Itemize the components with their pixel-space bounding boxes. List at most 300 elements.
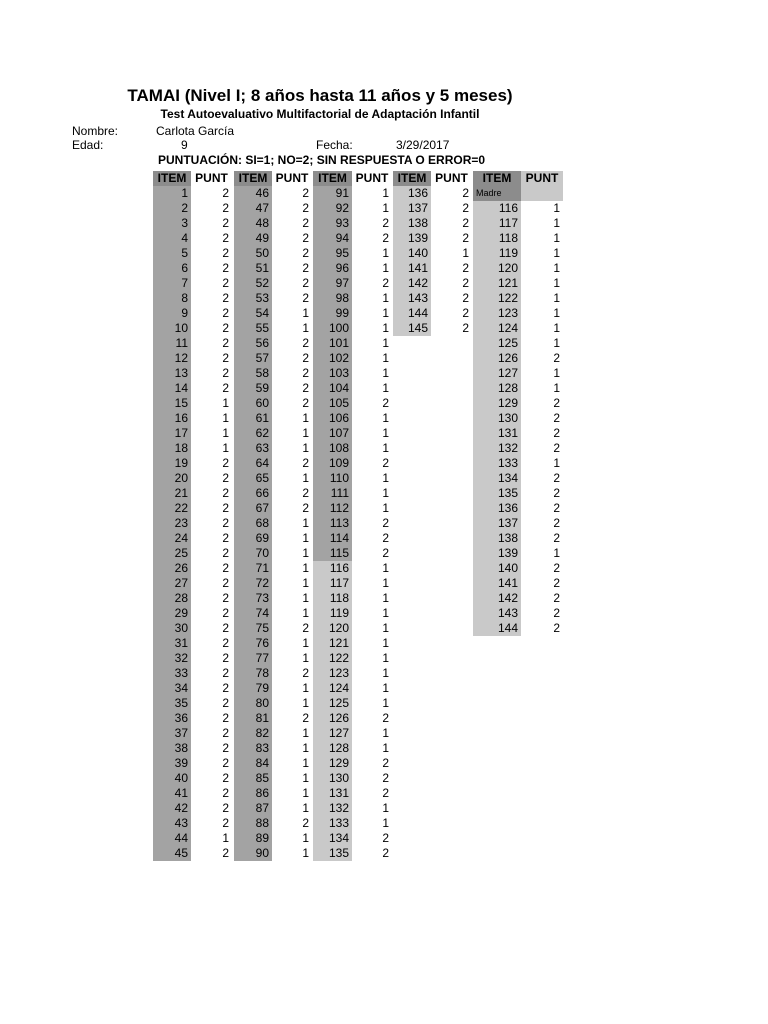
item-number: 98 — [313, 291, 352, 306]
item-number: 4 — [153, 231, 191, 246]
item-number: 144 — [393, 306, 431, 321]
item-number: 94 — [313, 231, 352, 246]
item-score[interactable]: 2 — [553, 426, 560, 440]
item-number: 127 — [473, 366, 521, 381]
item-score[interactable]: 1 — [302, 756, 309, 770]
item-score[interactable]: 1 — [302, 786, 309, 800]
item-score[interactable]: 2 — [222, 741, 229, 755]
item-score[interactable]: 2 — [462, 261, 469, 275]
item-number: 39 — [153, 756, 191, 771]
item-score[interactable]: 1 — [302, 561, 309, 575]
item-number: 53 — [234, 291, 272, 306]
item-score[interactable]: 1 — [382, 291, 389, 305]
item-score[interactable]: 1 — [382, 261, 389, 275]
item-score[interactable]: 2 — [302, 186, 309, 200]
item-score[interactable]: 1 — [302, 306, 309, 320]
item-score[interactable]: 1 — [382, 741, 389, 755]
item-score[interactable]: 2 — [222, 186, 229, 200]
item-score[interactable]: 1 — [382, 576, 389, 590]
item-score[interactable]: 1 — [302, 606, 309, 620]
item-score[interactable]: 2 — [553, 606, 560, 620]
item-number: 83 — [234, 741, 272, 756]
item-score[interactable]: 1 — [382, 201, 389, 215]
item-score[interactable]: 2 — [553, 576, 560, 590]
item-score[interactable]: 2 — [222, 291, 229, 305]
item-number: 10 — [153, 321, 191, 336]
item-score[interactable]: 1 — [382, 816, 389, 830]
name-label: Nombre: — [72, 124, 119, 138]
header-item-4: ITEM — [393, 171, 431, 186]
item-score[interactable]: 2 — [222, 786, 229, 800]
item-number: 58 — [234, 366, 272, 381]
item-number: 136 — [473, 501, 521, 516]
item-score[interactable]: 2 — [553, 561, 560, 575]
item-number: 92 — [313, 201, 352, 216]
item-number: 76 — [234, 636, 272, 651]
item-score[interactable]: 2 — [222, 561, 229, 575]
item-score[interactable]: 2 — [222, 681, 229, 695]
item-number: 55 — [234, 321, 272, 336]
item-score[interactable]: 2 — [222, 471, 229, 485]
item-number: 103 — [313, 366, 352, 381]
item-score[interactable]: 2 — [462, 186, 469, 200]
item-score[interactable]: 1 — [553, 291, 560, 305]
item-score[interactable]: 1 — [302, 516, 309, 530]
item-number: 24 — [153, 531, 191, 546]
item-number: 95 — [313, 246, 352, 261]
item-number: 18 — [153, 441, 191, 456]
item-number: 11 — [153, 336, 191, 351]
item-score[interactable]: 2 — [222, 321, 229, 335]
item-score[interactable]: 1 — [302, 681, 309, 695]
item-score[interactable]: 2 — [462, 231, 469, 245]
item-number: 32 — [153, 651, 191, 666]
item-score[interactable]: 2 — [222, 366, 229, 380]
item-score[interactable]: 1 — [302, 426, 309, 440]
item-number: 140 — [393, 246, 431, 261]
item-number: 127 — [313, 726, 352, 741]
item-score[interactable]: 2 — [302, 231, 309, 245]
item-score[interactable]: 2 — [382, 546, 389, 560]
item-number: 68 — [234, 516, 272, 531]
item-score[interactable]: 2 — [302, 396, 309, 410]
item-score[interactable]: 2 — [222, 816, 229, 830]
item-number: 121 — [473, 276, 521, 291]
item-score[interactable]: 1 — [382, 591, 389, 605]
item-score[interactable]: 1 — [382, 621, 389, 635]
item-score[interactable]: 1 — [553, 246, 560, 260]
item-score[interactable]: 1 — [222, 426, 229, 440]
item-score[interactable]: 1 — [382, 321, 389, 335]
item-number: 118 — [313, 591, 352, 606]
item-number: 106 — [313, 411, 352, 426]
header-item-3: ITEM — [313, 171, 352, 186]
item-score[interactable]: 1 — [553, 546, 560, 560]
item-score[interactable]: 2 — [222, 696, 229, 710]
item-score[interactable]: 2 — [382, 831, 389, 845]
item-number: 134 — [313, 831, 352, 846]
item-score[interactable]: 1 — [553, 231, 560, 245]
item-number: 30 — [153, 621, 191, 636]
item-number: 128 — [473, 381, 521, 396]
item-number: 7 — [153, 276, 191, 291]
madre-label: Madre — [473, 186, 521, 201]
item-number: 101 — [313, 336, 352, 351]
item-score[interactable]: 1 — [553, 336, 560, 350]
item-number: 69 — [234, 531, 272, 546]
item-score[interactable]: 2 — [553, 441, 560, 455]
item-number: 131 — [313, 786, 352, 801]
item-number: 141 — [473, 576, 521, 591]
item-score[interactable]: 1 — [382, 246, 389, 260]
item-score[interactable]: 1 — [382, 666, 389, 680]
item-number: 26 — [153, 561, 191, 576]
item-number: 108 — [313, 441, 352, 456]
item-score[interactable]: 1 — [553, 216, 560, 230]
item-number: 119 — [313, 606, 352, 621]
item-score[interactable]: 1 — [382, 606, 389, 620]
item-score[interactable]: 2 — [302, 486, 309, 500]
item-score[interactable]: 1 — [382, 801, 389, 815]
item-score[interactable]: 1 — [382, 636, 389, 650]
item-number: 9 — [153, 306, 191, 321]
item-score[interactable]: 1 — [302, 321, 309, 335]
item-number: 125 — [473, 336, 521, 351]
item-number: 130 — [473, 411, 521, 426]
item-number: 60 — [234, 396, 272, 411]
item-score[interactable]: 1 — [553, 261, 560, 275]
item-number: 81 — [234, 711, 272, 726]
item-score[interactable]: 1 — [553, 366, 560, 380]
item-score[interactable]: 1 — [382, 561, 389, 575]
item-number: 133 — [313, 816, 352, 831]
page-title: TAMAI (Nivel I; 8 años hasta 11 años y 5 meses) — [127, 86, 513, 105]
item-score[interactable]: 2 — [222, 516, 229, 530]
item-score[interactable]: 1 — [302, 741, 309, 755]
item-score[interactable]: 2 — [222, 261, 229, 275]
item-score[interactable]: 1 — [302, 546, 309, 560]
item-score[interactable]: 2 — [553, 531, 560, 545]
item-number: 36 — [153, 711, 191, 726]
item-score[interactable]: 1 — [382, 411, 389, 425]
item-score[interactable]: 1 — [382, 426, 389, 440]
item-number: 21 — [153, 486, 191, 501]
item-number: 63 — [234, 441, 272, 456]
item-number: 44 — [153, 831, 191, 846]
item-score[interactable]: 1 — [382, 366, 389, 380]
item-score[interactable]: 1 — [302, 441, 309, 455]
item-score[interactable]: 2 — [302, 246, 309, 260]
item-score[interactable]: 1 — [553, 456, 560, 470]
item-number: 25 — [153, 546, 191, 561]
item-score[interactable]: 1 — [382, 381, 389, 395]
item-score[interactable]: 2 — [222, 651, 229, 665]
item-score[interactable]: 1 — [302, 696, 309, 710]
item-score[interactable]: 2 — [553, 621, 560, 635]
item-score[interactable]: 1 — [302, 471, 309, 485]
item-score[interactable]: 2 — [222, 756, 229, 770]
scoring-note: PUNTUACIÓN: SI=1; NO=2; SIN RESPUESTA O ERROR=0 — [158, 153, 486, 167]
item-number: 130 — [313, 771, 352, 786]
item-score[interactable]: 1 — [553, 276, 560, 290]
item-number: 125 — [313, 696, 352, 711]
item-number: 136 — [393, 186, 431, 201]
item-score[interactable]: 2 — [382, 531, 389, 545]
item-number: 93 — [313, 216, 352, 231]
item-score[interactable]: 2 — [462, 201, 469, 215]
item-score[interactable]: 2 — [382, 396, 389, 410]
item-score[interactable]: 2 — [222, 726, 229, 740]
item-score[interactable]: 2 — [462, 306, 469, 320]
item-score[interactable]: 1 — [382, 696, 389, 710]
item-number: 97 — [313, 276, 352, 291]
item-number: 113 — [313, 516, 352, 531]
item-number: 121 — [313, 636, 352, 651]
item-number: 20 — [153, 471, 191, 486]
item-score[interactable]: 1 — [302, 591, 309, 605]
item-number: 47 — [234, 201, 272, 216]
item-number: 143 — [393, 291, 431, 306]
item-score[interactable]: 2 — [222, 201, 229, 215]
item-number: 57 — [234, 351, 272, 366]
item-score[interactable]: 1 — [553, 321, 560, 335]
item-score[interactable]: 1 — [382, 726, 389, 740]
item-score[interactable]: 2 — [222, 801, 229, 815]
item-score[interactable]: 2 — [462, 216, 469, 230]
item-score[interactable]: 1 — [382, 336, 389, 350]
item-number: 112 — [313, 501, 352, 516]
item-number: 105 — [313, 396, 352, 411]
item-number: 117 — [313, 576, 352, 591]
item-score[interactable]: 1 — [382, 486, 389, 500]
item-number: 67 — [234, 501, 272, 516]
item-score[interactable]: 2 — [382, 786, 389, 800]
item-score[interactable]: 1 — [382, 471, 389, 485]
item-number: 19 — [153, 456, 191, 471]
header-item-2: ITEM — [234, 171, 272, 186]
item-score[interactable]: 2 — [382, 711, 389, 725]
item-score[interactable]: 2 — [382, 456, 389, 470]
item-number: 86 — [234, 786, 272, 801]
item-score[interactable]: 2 — [553, 351, 560, 365]
item-number: 84 — [234, 756, 272, 771]
item-number: 102 — [313, 351, 352, 366]
item-score[interactable]: 2 — [222, 711, 229, 725]
item-score[interactable]: 1 — [553, 381, 560, 395]
item-score[interactable]: 2 — [302, 366, 309, 380]
header-punt-5: PUNT — [521, 171, 563, 201]
item-score[interactable]: 2 — [553, 516, 560, 530]
item-score[interactable]: 2 — [302, 351, 309, 365]
item-score[interactable]: 2 — [302, 711, 309, 725]
item-score[interactable]: 1 — [222, 396, 229, 410]
item-score[interactable]: 2 — [222, 591, 229, 605]
item-score[interactable]: 2 — [382, 231, 389, 245]
item-score[interactable]: 1 — [222, 441, 229, 455]
item-score[interactable]: 2 — [222, 621, 229, 635]
item-score[interactable]: 2 — [222, 576, 229, 590]
item-number: 135 — [313, 846, 352, 861]
item-score[interactable]: 1 — [382, 186, 389, 200]
item-number: 70 — [234, 546, 272, 561]
item-score[interactable]: 2 — [382, 516, 389, 530]
item-number: 74 — [234, 606, 272, 621]
item-score[interactable]: 2 — [222, 216, 229, 230]
item-number: 33 — [153, 666, 191, 681]
item-number: 49 — [234, 231, 272, 246]
item-number: 134 — [473, 471, 521, 486]
item-score[interactable]: 1 — [382, 681, 389, 695]
item-score[interactable]: 2 — [222, 231, 229, 245]
item-score[interactable]: 1 — [553, 201, 560, 215]
item-number: 91 — [313, 186, 352, 201]
item-score[interactable]: 2 — [222, 606, 229, 620]
item-number: 138 — [473, 531, 521, 546]
item-score[interactable]: 2 — [302, 456, 309, 470]
item-score[interactable]: 1 — [462, 246, 469, 260]
item-score[interactable]: 2 — [222, 456, 229, 470]
item-number: 62 — [234, 426, 272, 441]
item-score[interactable]: 2 — [222, 381, 229, 395]
item-score[interactable]: 2 — [382, 771, 389, 785]
item-score[interactable]: 2 — [222, 771, 229, 785]
item-score[interactable]: 1 — [553, 306, 560, 320]
item-score[interactable]: 2 — [222, 546, 229, 560]
item-score[interactable]: 1 — [382, 306, 389, 320]
item-number: 27 — [153, 576, 191, 591]
item-score[interactable]: 1 — [302, 846, 309, 860]
item-number: 120 — [473, 261, 521, 276]
item-score[interactable]: 2 — [302, 621, 309, 635]
item-number: 2 — [153, 201, 191, 216]
item-number: 66 — [234, 486, 272, 501]
item-score[interactable]: 1 — [302, 531, 309, 545]
item-number: 42 — [153, 801, 191, 816]
item-score[interactable]: 2 — [222, 246, 229, 260]
item-score[interactable]: 2 — [302, 336, 309, 350]
item-number: 135 — [473, 486, 521, 501]
item-score[interactable]: 2 — [222, 276, 229, 290]
item-score[interactable]: 2 — [462, 291, 469, 305]
item-score[interactable]: 1 — [302, 726, 309, 740]
item-score[interactable]: 2 — [553, 486, 560, 500]
item-number: 5 — [153, 246, 191, 261]
item-score[interactable]: 2 — [382, 756, 389, 770]
item-score[interactable]: 2 — [382, 846, 389, 860]
item-score[interactable]: 1 — [222, 831, 229, 845]
item-score[interactable]: 2 — [553, 501, 560, 515]
item-score[interactable]: 1 — [302, 801, 309, 815]
age-label: Edad: — [72, 138, 104, 152]
date-value: 3/29/2017 — [396, 138, 450, 152]
item-number: 23 — [153, 516, 191, 531]
item-score[interactable]: 2 — [222, 666, 229, 680]
item-number: 52 — [234, 276, 272, 291]
item-score[interactable]: 1 — [382, 441, 389, 455]
item-number: 129 — [473, 396, 521, 411]
item-score[interactable]: 2 — [222, 306, 229, 320]
item-number: 129 — [313, 756, 352, 771]
item-number: 64 — [234, 456, 272, 471]
item-number: 51 — [234, 261, 272, 276]
item-score[interactable]: 2 — [553, 591, 560, 605]
item-score[interactable]: 2 — [382, 276, 389, 290]
item-number: 116 — [313, 561, 352, 576]
item-number: 137 — [393, 201, 431, 216]
item-score[interactable]: 2 — [222, 636, 229, 650]
item-score[interactable]: 2 — [382, 216, 389, 230]
item-number: 72 — [234, 576, 272, 591]
item-number: 50 — [234, 246, 272, 261]
item-number: 137 — [473, 516, 521, 531]
item-score[interactable]: 2 — [302, 381, 309, 395]
item-score[interactable]: 2 — [553, 471, 560, 485]
item-score[interactable]: 1 — [302, 831, 309, 845]
item-number: 78 — [234, 666, 272, 681]
item-number: 15 — [153, 396, 191, 411]
item-score[interactable]: 2 — [302, 261, 309, 275]
item-score[interactable]: 2 — [462, 276, 469, 290]
item-score[interactable]: 2 — [222, 336, 229, 350]
item-score[interactable]: 1 — [302, 771, 309, 785]
item-score[interactable]: 2 — [553, 396, 560, 410]
item-number: 132 — [473, 441, 521, 456]
item-number: 34 — [153, 681, 191, 696]
item-score[interactable]: 2 — [462, 321, 469, 335]
item-score[interactable]: 1 — [382, 501, 389, 515]
header-punt-2: PUNT — [275, 171, 309, 185]
item-score[interactable]: 2 — [553, 411, 560, 425]
item-number: 142 — [473, 591, 521, 606]
item-number: 126 — [473, 351, 521, 366]
item-score[interactable]: 1 — [302, 651, 309, 665]
page-subtitle: Test Autoevaluativo Multifactorial de Adaptación Infantil — [160, 107, 480, 121]
item-score[interactable]: 1 — [382, 651, 389, 665]
item-score[interactable]: 1 — [302, 411, 309, 425]
item-number: 110 — [313, 471, 352, 486]
item-score[interactable]: 2 — [302, 291, 309, 305]
item-score[interactable]: 2 — [302, 216, 309, 230]
item-number: 73 — [234, 591, 272, 606]
item-number: 79 — [234, 681, 272, 696]
item-number: 45 — [153, 846, 191, 861]
item-number: 115 — [313, 546, 352, 561]
item-number: 48 — [234, 216, 272, 231]
item-number: 87 — [234, 801, 272, 816]
item-score[interactable]: 2 — [222, 351, 229, 365]
item-score[interactable]: 2 — [222, 846, 229, 860]
item-score[interactable]: 1 — [382, 351, 389, 365]
item-score[interactable]: 2 — [302, 501, 309, 515]
item-number: 122 — [473, 291, 521, 306]
item-score[interactable]: 2 — [302, 201, 309, 215]
item-number: 13 — [153, 366, 191, 381]
item-score[interactable]: 2 — [222, 501, 229, 515]
item-number: 46 — [234, 186, 272, 201]
item-number: 111 — [313, 486, 352, 501]
item-score[interactable]: 2 — [302, 816, 309, 830]
item-score[interactable]: 1 — [222, 411, 229, 425]
item-number: 43 — [153, 816, 191, 831]
item-score[interactable]: 1 — [302, 576, 309, 590]
item-number: 132 — [313, 801, 352, 816]
item-score[interactable]: 2 — [222, 486, 229, 500]
item-number: 114 — [313, 531, 352, 546]
item-score[interactable]: 1 — [302, 636, 309, 650]
item-score[interactable]: 2 — [302, 666, 309, 680]
item-score[interactable]: 2 — [302, 276, 309, 290]
item-score[interactable]: 2 — [222, 531, 229, 545]
